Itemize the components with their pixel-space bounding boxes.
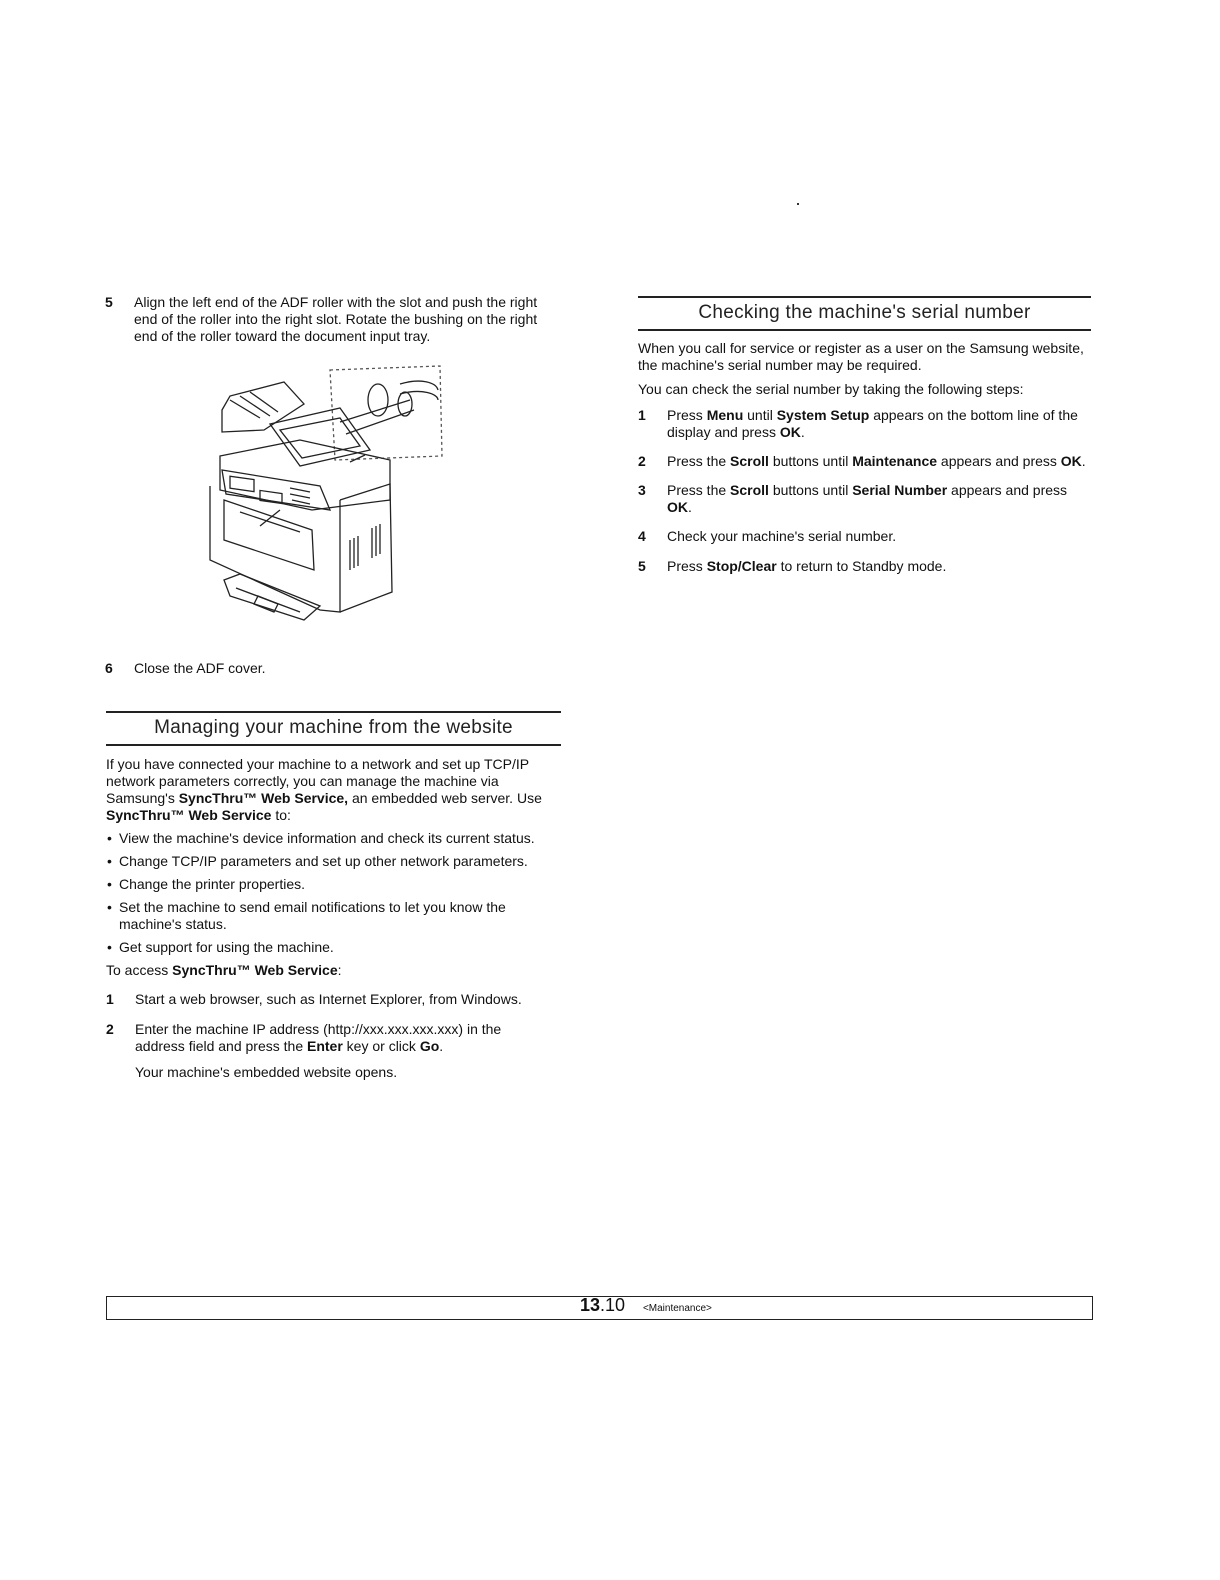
section-title-serial (638, 296, 1091, 331)
chapter-label: <Maintenance> (642, 1303, 712, 1314)
page-footer (580, 1297, 712, 1317)
serial-step-1: 1 Press Menu until System Setup appears on the bottom line of the display and press OK. (638, 407, 1078, 440)
website-section-body (106, 756, 562, 1081)
serial-intro-1: When you call for service or register as a user on the Samsung website, the machine's serial number may be required. (638, 340, 1084, 373)
step-text: Close the ADF cover. (134, 660, 266, 676)
printer-illustration (200, 360, 450, 632)
serial-step-3: 3 Press the Scroll buttons until Serial Number appears and press OK. (638, 482, 1068, 515)
list-item: • Change TCP/IP parameters and set up other network parameters. (107, 853, 528, 869)
serial-intro-2: You can check the serial number by taking the following steps: (638, 381, 1024, 397)
serial-step-2: 2 Press the Scroll buttons until Maintenance appears and press OK. (638, 453, 1086, 469)
list-item: • Get support for using the machine. (107, 939, 334, 955)
list-item: • Change the printer properties. (107, 876, 305, 892)
section-title-text: Checking the machine's serial number (698, 302, 1031, 323)
list-item: • Set the machine to send email notifications to let you know the machine's status. (107, 899, 506, 932)
left-column (105, 294, 560, 345)
list-item: • View the machine's device information and check its current status. (107, 830, 535, 846)
step-2-note: Your machine's embedded website opens. (135, 1064, 398, 1080)
step-number: 5 (105, 294, 113, 310)
step-5 (105, 294, 560, 345)
page-number: 13.10 (580, 1295, 626, 1315)
left-column-lower (105, 660, 560, 677)
serial-step-4: 4 Check your machine's serial number. (638, 528, 897, 544)
section-title-website (106, 711, 561, 746)
access-step-1: 1 Start a web browser, such as Internet Explorer, from Windows. (106, 991, 522, 1007)
step-6 (105, 660, 560, 677)
stray-mark (797, 203, 799, 205)
serial-section-body (638, 340, 1093, 575)
step-number: 6 (105, 660, 113, 676)
step-text: Align the left end of the ADF roller with the slot and push the right end of the roller into the right slot. Rotate the bushing on the right end of the roller toward the document input tray. (134, 294, 538, 344)
access-step-2: 2 Enter the machine IP address (http://xxx.xxx.xxx.xxx) in the address field and press the Enter key or click Go. (106, 1021, 502, 1054)
website-intro: If you have connected your machine to a network and set up TCP/IP network parameters correctly, you can manage the machine via Samsung's SyncThru™ Web Service, an embedded web server. Use SyncThru™ Web Service to: (106, 756, 542, 823)
serial-step-5: 5 Press Stop/Clear to return to Standby mode. (638, 558, 947, 574)
section-title-text: Managing your machine from the website (154, 717, 513, 738)
access-line: To access SyncThru™ Web Service: (106, 962, 342, 978)
